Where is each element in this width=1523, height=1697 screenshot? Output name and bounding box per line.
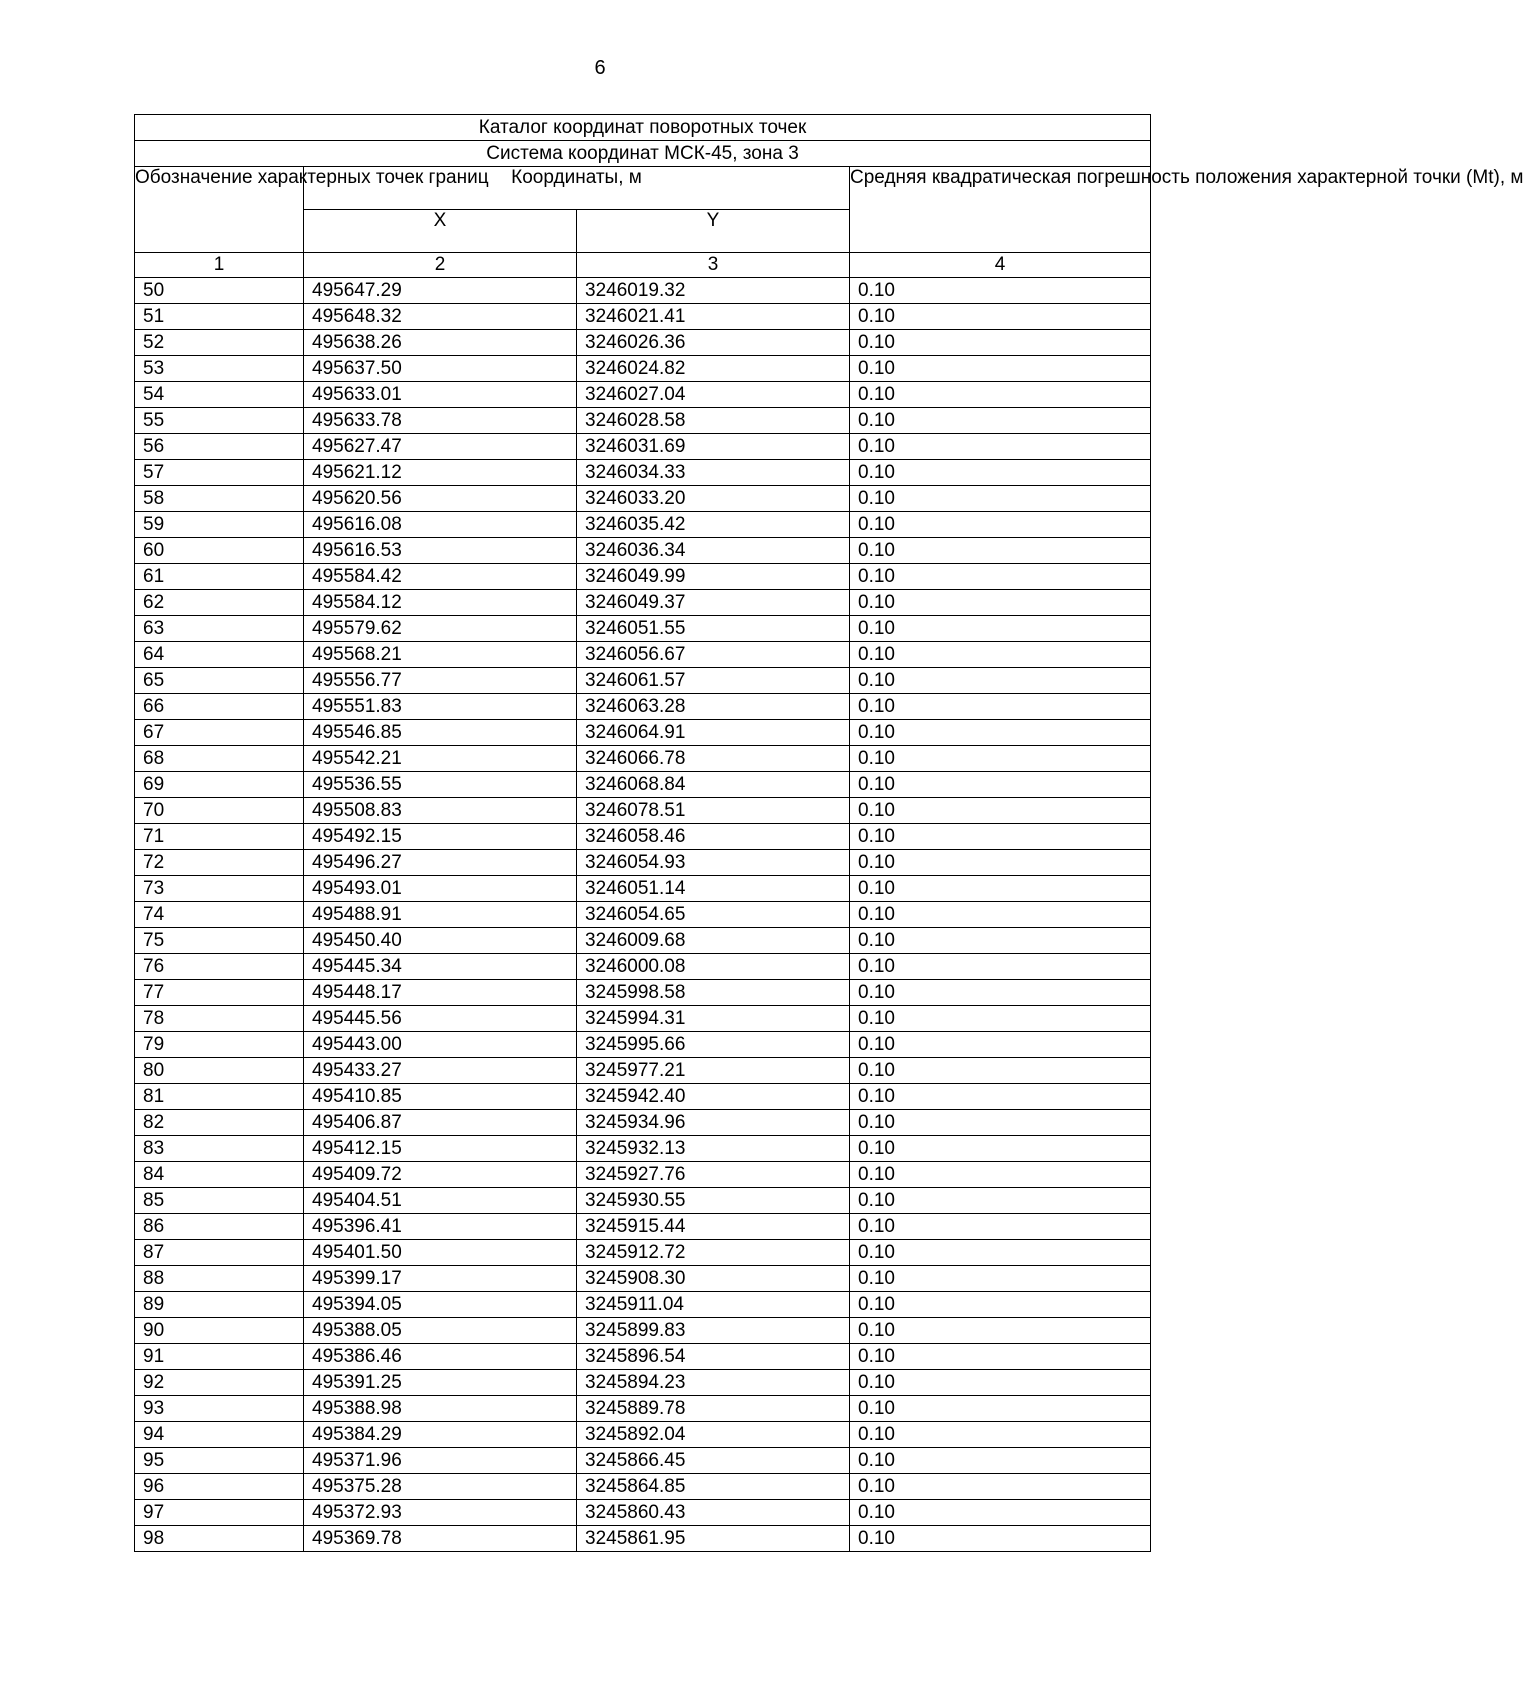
cell-x: 495372.93 (304, 1500, 577, 1526)
cell-x: 495375.28 (304, 1474, 577, 1500)
cell-y: 3245911.04 (577, 1292, 850, 1318)
cell-x: 495445.34 (304, 954, 577, 980)
cell-x: 495399.17 (304, 1266, 577, 1292)
cell-point: 81 (135, 1084, 304, 1110)
column-number: 1 (135, 253, 304, 278)
cell-y: 3246054.65 (577, 902, 850, 928)
cell-point: 65 (135, 668, 304, 694)
cell-error: 0.10 (850, 382, 1151, 408)
cell-y: 3246031.69 (577, 434, 850, 460)
table-row (135, 1526, 1151, 1552)
cell-y: 3245930.55 (577, 1188, 850, 1214)
cell-x: 495401.50 (304, 1240, 577, 1266)
cell-x: 495445.56 (304, 1006, 577, 1032)
table-row (135, 460, 1151, 486)
cell-error: 0.10 (850, 642, 1151, 668)
cell-error: 0.10 (850, 1448, 1151, 1474)
cell-point: 86 (135, 1214, 304, 1240)
cell-y: 3245899.83 (577, 1318, 850, 1344)
cell-error: 0.10 (850, 1214, 1151, 1240)
header-y: Y (577, 210, 850, 253)
cell-x: 495412.15 (304, 1136, 577, 1162)
cell-point: 69 (135, 772, 304, 798)
cell-point: 50 (135, 278, 304, 304)
table-row (135, 1422, 1151, 1448)
cell-point: 90 (135, 1318, 304, 1344)
cell-error: 0.10 (850, 304, 1151, 330)
table-subtitle: Система координат МСК-45, зона 3 (135, 141, 1151, 167)
cell-point: 92 (135, 1370, 304, 1396)
cell-error: 0.10 (850, 590, 1151, 616)
cell-error: 0.10 (850, 1292, 1151, 1318)
cell-y: 3246024.82 (577, 356, 850, 382)
cell-y: 3245894.23 (577, 1370, 850, 1396)
cell-error: 0.10 (850, 1266, 1151, 1292)
header-error: Средняя квадратическая погрешность положения характерной точки (Mt), м (850, 167, 1151, 253)
table-row (135, 1084, 1151, 1110)
table-row (135, 1344, 1151, 1370)
cell-point: 51 (135, 304, 304, 330)
cell-error: 0.10 (850, 616, 1151, 642)
cell-y: 3246009.68 (577, 928, 850, 954)
cell-y: 3245861.95 (577, 1526, 850, 1552)
table-row (135, 538, 1151, 564)
cell-error: 0.10 (850, 1422, 1151, 1448)
cell-x: 495488.91 (304, 902, 577, 928)
cell-x: 495492.15 (304, 824, 577, 850)
cell-point: 63 (135, 616, 304, 642)
column-number: 2 (304, 253, 577, 278)
table-row (135, 564, 1151, 590)
cell-y: 3246033.20 (577, 486, 850, 512)
table-row (135, 434, 1151, 460)
table-row (135, 824, 1151, 850)
table-row (135, 356, 1151, 382)
cell-point: 94 (135, 1422, 304, 1448)
cell-error: 0.10 (850, 1006, 1151, 1032)
table-row (135, 330, 1151, 356)
cell-y: 3246021.41 (577, 304, 850, 330)
cell-point: 84 (135, 1162, 304, 1188)
cell-error: 0.10 (850, 1396, 1151, 1422)
cell-error: 0.10 (850, 694, 1151, 720)
cell-point: 55 (135, 408, 304, 434)
cell-y: 3246058.46 (577, 824, 850, 850)
cell-y: 3245889.78 (577, 1396, 850, 1422)
cell-y: 3245912.72 (577, 1240, 850, 1266)
cell-x: 495616.53 (304, 538, 577, 564)
cell-y: 3245942.40 (577, 1084, 850, 1110)
table-row (135, 850, 1151, 876)
table-row (135, 694, 1151, 720)
table-row (135, 1318, 1151, 1344)
cell-point: 61 (135, 564, 304, 590)
cell-x: 495406.87 (304, 1110, 577, 1136)
table-body (135, 278, 1151, 1552)
table-row (135, 590, 1151, 616)
cell-error: 0.10 (850, 928, 1151, 954)
cell-point: 66 (135, 694, 304, 720)
cell-point: 79 (135, 1032, 304, 1058)
cell-x: 495410.85 (304, 1084, 577, 1110)
table-row (135, 1448, 1151, 1474)
cell-x: 495493.01 (304, 876, 577, 902)
cell-x: 495496.27 (304, 850, 577, 876)
table-row (135, 1292, 1151, 1318)
cell-error: 0.10 (850, 902, 1151, 928)
cell-point: 60 (135, 538, 304, 564)
table-row (135, 512, 1151, 538)
cell-error: 0.10 (850, 538, 1151, 564)
cell-point: 83 (135, 1136, 304, 1162)
cell-y: 3245915.44 (577, 1214, 850, 1240)
coordinates-catalog-table (134, 114, 1523, 1552)
cell-point: 73 (135, 876, 304, 902)
cell-x: 495409.72 (304, 1162, 577, 1188)
table-row (135, 1032, 1151, 1058)
table-row (135, 980, 1151, 1006)
cell-error: 0.10 (850, 1110, 1151, 1136)
cell-error: 0.10 (850, 278, 1151, 304)
cell-point: 72 (135, 850, 304, 876)
cell-y: 3246034.33 (577, 460, 850, 486)
cell-x: 495556.77 (304, 668, 577, 694)
cell-x: 495584.42 (304, 564, 577, 590)
cell-y: 3246064.91 (577, 720, 850, 746)
cell-point: 97 (135, 1500, 304, 1526)
cell-error: 0.10 (850, 668, 1151, 694)
table-row (135, 1188, 1151, 1214)
cell-error: 0.10 (850, 408, 1151, 434)
cell-x: 495394.05 (304, 1292, 577, 1318)
cell-y: 3246036.34 (577, 538, 850, 564)
cell-point: 78 (135, 1006, 304, 1032)
cell-error: 0.10 (850, 1370, 1151, 1396)
cell-error: 0.10 (850, 876, 1151, 902)
cell-x: 495448.17 (304, 980, 577, 1006)
cell-point: 75 (135, 928, 304, 954)
cell-y: 3245860.43 (577, 1500, 850, 1526)
cell-x: 495396.41 (304, 1214, 577, 1240)
table-row (135, 1240, 1151, 1266)
cell-y: 3245864.85 (577, 1474, 850, 1500)
cell-y: 3246061.57 (577, 668, 850, 694)
cell-point: 74 (135, 902, 304, 928)
table-row (135, 486, 1151, 512)
cell-point: 67 (135, 720, 304, 746)
cell-error: 0.10 (850, 356, 1151, 382)
cell-error: 0.10 (850, 1474, 1151, 1500)
cell-y: 3245998.58 (577, 980, 850, 1006)
table-row (135, 720, 1151, 746)
cell-y: 3245977.21 (577, 1058, 850, 1084)
cell-x: 495386.46 (304, 1344, 577, 1370)
table-row (135, 876, 1151, 902)
table-row (135, 304, 1151, 330)
cell-error: 0.10 (850, 1032, 1151, 1058)
table-row (135, 1214, 1151, 1240)
cell-x: 495616.08 (304, 512, 577, 538)
cell-y: 3246028.58 (577, 408, 850, 434)
cell-error: 0.10 (850, 746, 1151, 772)
table-row (135, 616, 1151, 642)
cell-error: 0.10 (850, 1162, 1151, 1188)
table-row (135, 1370, 1151, 1396)
cell-error: 0.10 (850, 460, 1151, 486)
cell-x: 495633.78 (304, 408, 577, 434)
cell-point: 88 (135, 1266, 304, 1292)
cell-x: 495371.96 (304, 1448, 577, 1474)
cell-error: 0.10 (850, 1318, 1151, 1344)
cell-x: 495648.32 (304, 304, 577, 330)
table-row (135, 798, 1151, 824)
table-row (135, 954, 1151, 980)
cell-x: 495443.00 (304, 1032, 577, 1058)
cell-y: 3245896.54 (577, 1344, 850, 1370)
cell-point: 87 (135, 1240, 304, 1266)
cell-error: 0.10 (850, 1526, 1151, 1552)
cell-error: 0.10 (850, 1084, 1151, 1110)
cell-y: 3246019.32 (577, 278, 850, 304)
cell-error: 0.10 (850, 850, 1151, 876)
cell-point: 85 (135, 1188, 304, 1214)
header-point: Обозначение характерных точек границ (135, 167, 304, 253)
cell-x: 495627.47 (304, 434, 577, 460)
cell-y: 3246026.36 (577, 330, 850, 356)
table-row (135, 382, 1151, 408)
cell-x: 495568.21 (304, 642, 577, 668)
cell-point: 77 (135, 980, 304, 1006)
cell-point: 52 (135, 330, 304, 356)
table-row (135, 772, 1151, 798)
cell-error: 0.10 (850, 954, 1151, 980)
cell-error: 0.10 (850, 798, 1151, 824)
table-row (135, 1136, 1151, 1162)
cell-point: 95 (135, 1448, 304, 1474)
cell-error: 0.10 (850, 1344, 1151, 1370)
table-title: Каталог координат поворотных точек (135, 115, 1151, 141)
table-row (135, 1162, 1151, 1188)
cell-error: 0.10 (850, 720, 1151, 746)
cell-y: 3246051.14 (577, 876, 850, 902)
cell-y: 3245908.30 (577, 1266, 850, 1292)
page-number: 6 (594, 57, 606, 79)
cell-point: 70 (135, 798, 304, 824)
cell-point: 58 (135, 486, 304, 512)
cell-point: 56 (135, 434, 304, 460)
table-row (135, 642, 1151, 668)
cell-point: 93 (135, 1396, 304, 1422)
table-row (135, 928, 1151, 954)
table-row (135, 902, 1151, 928)
cell-x: 495637.50 (304, 356, 577, 382)
cell-point: 76 (135, 954, 304, 980)
cell-x: 495620.56 (304, 486, 577, 512)
cell-error: 0.10 (850, 772, 1151, 798)
cell-point: 59 (135, 512, 304, 538)
cell-x: 495433.27 (304, 1058, 577, 1084)
cell-x: 495388.05 (304, 1318, 577, 1344)
cell-y: 3245892.04 (577, 1422, 850, 1448)
cell-y: 3245994.31 (577, 1006, 850, 1032)
table-row (135, 1474, 1151, 1500)
cell-point: 89 (135, 1292, 304, 1318)
table-row (135, 1110, 1151, 1136)
column-number: 4 (850, 253, 1151, 278)
cell-x: 495388.98 (304, 1396, 577, 1422)
column-number: 3 (577, 253, 850, 278)
cell-error: 0.10 (850, 512, 1151, 538)
cell-x: 495638.26 (304, 330, 577, 356)
cell-error: 0.10 (850, 1500, 1151, 1526)
cell-x: 495369.78 (304, 1526, 577, 1552)
cell-x: 495551.83 (304, 694, 577, 720)
cell-error: 0.10 (850, 434, 1151, 460)
cell-y: 3246049.37 (577, 590, 850, 616)
cell-point: 71 (135, 824, 304, 850)
cell-x: 495633.01 (304, 382, 577, 408)
cell-y: 3245934.96 (577, 1110, 850, 1136)
cell-point: 91 (135, 1344, 304, 1370)
cell-y: 3246054.93 (577, 850, 850, 876)
cell-y: 3246027.04 (577, 382, 850, 408)
cell-error: 0.10 (850, 980, 1151, 1006)
table-row (135, 278, 1151, 304)
cell-y: 3246066.78 (577, 746, 850, 772)
cell-error: 0.10 (850, 824, 1151, 850)
cell-y: 3246078.51 (577, 798, 850, 824)
cell-y: 3245866.45 (577, 1448, 850, 1474)
cell-x: 495508.83 (304, 798, 577, 824)
cell-error: 0.10 (850, 330, 1151, 356)
cell-y: 3246068.84 (577, 772, 850, 798)
cell-point: 82 (135, 1110, 304, 1136)
table-row (135, 1500, 1151, 1526)
cell-x: 495450.40 (304, 928, 577, 954)
cell-y: 3245927.76 (577, 1162, 850, 1188)
cell-y: 3245995.66 (577, 1032, 850, 1058)
cell-error: 0.10 (850, 1240, 1151, 1266)
cell-point: 64 (135, 642, 304, 668)
cell-error: 0.10 (850, 486, 1151, 512)
cell-x: 495546.85 (304, 720, 577, 746)
header-coordinates: Координаты, м (304, 167, 850, 210)
cell-x: 495621.12 (304, 460, 577, 486)
cell-x: 495391.25 (304, 1370, 577, 1396)
cell-x: 495579.62 (304, 616, 577, 642)
cell-y: 3246056.67 (577, 642, 850, 668)
cell-point: 57 (135, 460, 304, 486)
cell-error: 0.10 (850, 1058, 1151, 1084)
table-row (135, 408, 1151, 434)
cell-x: 495542.21 (304, 746, 577, 772)
cell-error: 0.10 (850, 1136, 1151, 1162)
cell-x: 495404.51 (304, 1188, 577, 1214)
cell-x: 495384.29 (304, 1422, 577, 1448)
table-row (135, 1396, 1151, 1422)
cell-point: 98 (135, 1526, 304, 1552)
cell-y: 3245932.13 (577, 1136, 850, 1162)
table-row (135, 746, 1151, 772)
cell-point: 96 (135, 1474, 304, 1500)
cell-y: 3246063.28 (577, 694, 850, 720)
cell-y: 3246049.99 (577, 564, 850, 590)
header-x: X (304, 210, 577, 253)
cell-x: 495584.12 (304, 590, 577, 616)
table-row (135, 1058, 1151, 1084)
table-row (135, 668, 1151, 694)
cell-point: 68 (135, 746, 304, 772)
cell-y: 3246000.08 (577, 954, 850, 980)
cell-x: 495536.55 (304, 772, 577, 798)
cell-point: 53 (135, 356, 304, 382)
table-row (135, 1006, 1151, 1032)
table-row (135, 1266, 1151, 1292)
cell-y: 3246051.55 (577, 616, 850, 642)
cell-point: 62 (135, 590, 304, 616)
cell-x: 495647.29 (304, 278, 577, 304)
cell-point: 80 (135, 1058, 304, 1084)
cell-y: 3246035.42 (577, 512, 850, 538)
cell-error: 0.10 (850, 1188, 1151, 1214)
cell-point: 54 (135, 382, 304, 408)
cell-error: 0.10 (850, 564, 1151, 590)
